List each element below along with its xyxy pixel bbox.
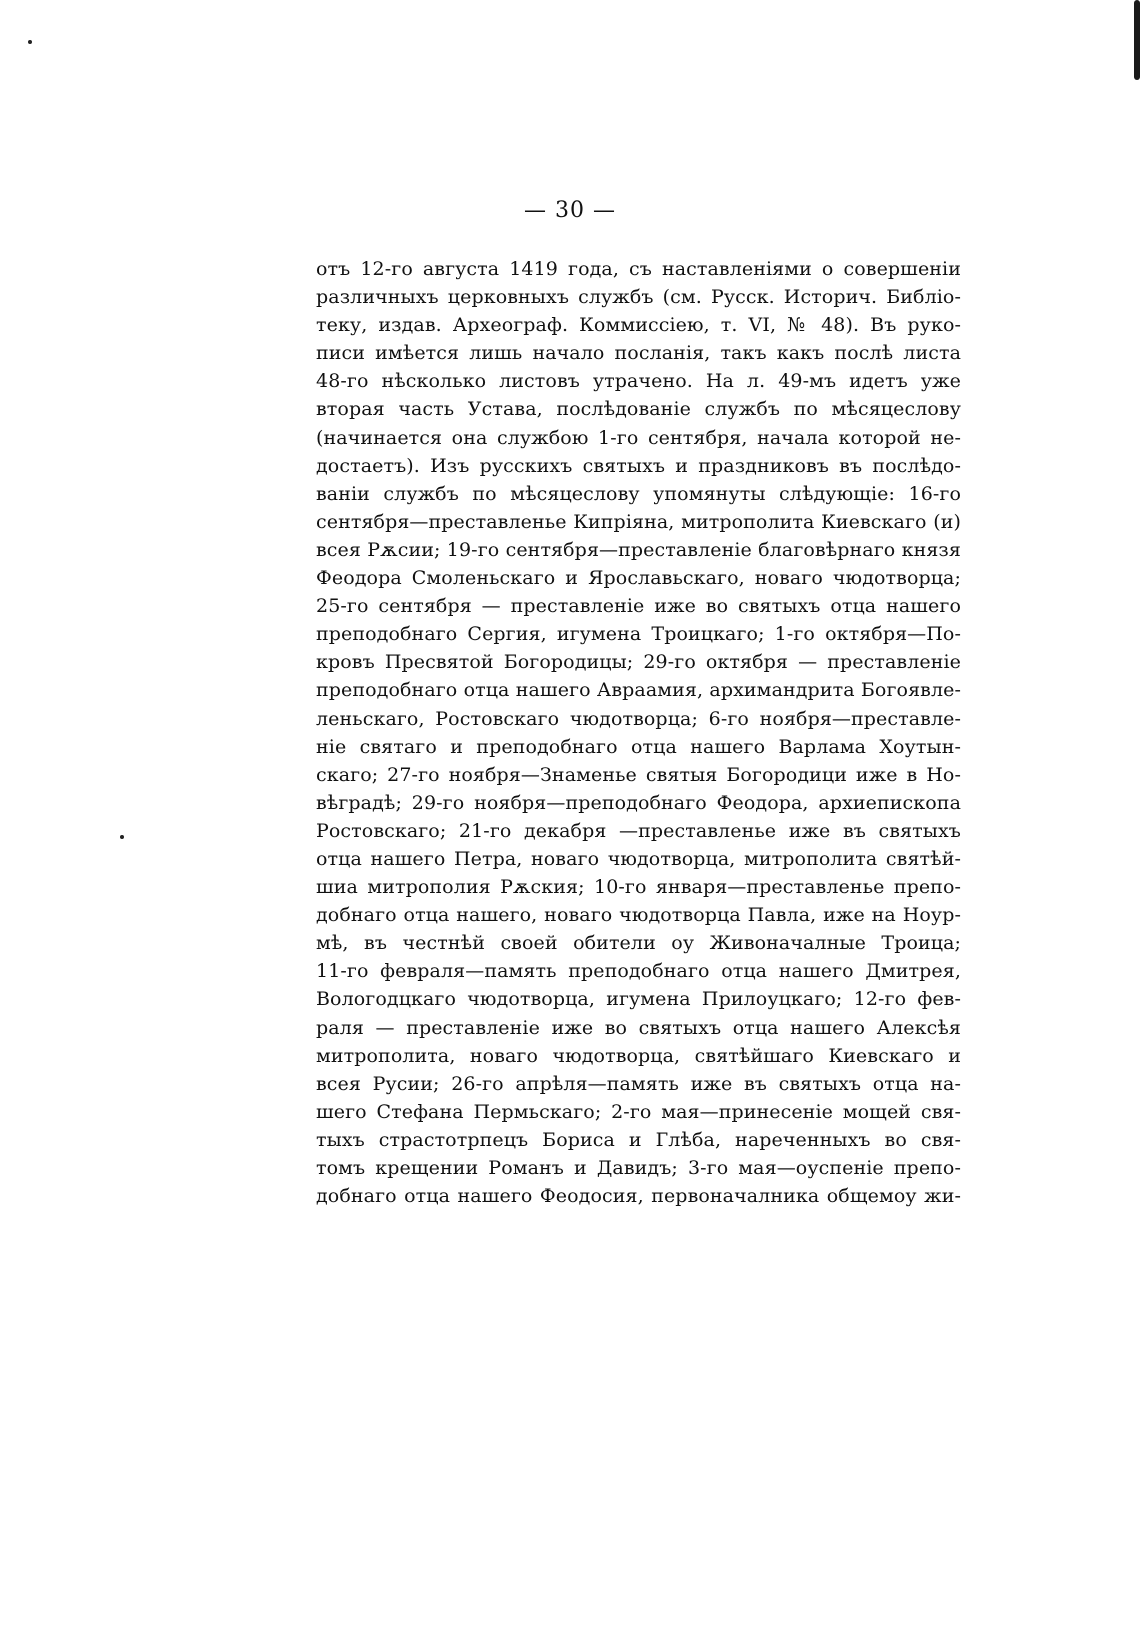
text-line: теку, издав. Археограф. Коммиссіею, т. VI, № 48). Въ руко- bbox=[316, 314, 961, 337]
text-line: писи имѣется лишь начало посланія, такъ какъ послѣ листа bbox=[316, 342, 961, 365]
page-edge-mark bbox=[1134, 0, 1140, 80]
text-line: ніе святаго и преподобнаго отца нашего Варлама Хоутын- bbox=[316, 735, 961, 758]
text-line: (начинается она службою 1-го сентября, начала которой не- bbox=[316, 426, 961, 449]
text-line: скаго; 27-го ноября—Знаменье святыя Богородици иже в Но- bbox=[316, 763, 961, 786]
text-line: различныхъ церковныхъ службъ (см. Русск. Историч. Библіо- bbox=[316, 286, 961, 309]
text-line: Вологодцкаго чюдотворца, игумена Прилоуцкаго; 12-го фев- bbox=[316, 988, 961, 1011]
text-line: 25-го сентября — преставленіе иже во святыхъ отца нашего bbox=[316, 595, 961, 618]
text-line: вторая часть Устава, послѣдованіе службъ по мѣсяцеслову bbox=[316, 398, 961, 421]
text-line: всея Рѫсии; 19-го сентября—преставленіе благовѣрнаго князя bbox=[316, 538, 961, 561]
text-line: добнаго отца нашего, новаго чюдотворца Павла, иже на Ноур- bbox=[316, 904, 961, 927]
text-line: достаетъ). Изъ русскихъ святыхъ и праздниковъ въ послѣдо- bbox=[316, 454, 961, 477]
text-line: отъ 12-го августа 1419 года, съ наставленіями о совершеніи bbox=[316, 258, 961, 280]
text-line: тыхъ страстотрпецъ Бориса и Глѣба, нареченныхъ во свя- bbox=[316, 1128, 961, 1151]
text-line: томъ крещении Романъ и Давидъ; 3-го мая—оуспеніе препо- bbox=[316, 1157, 961, 1179]
text-line: мѣ, въ честнѣй своей обители оу Живоначалные Троица; bbox=[316, 932, 961, 955]
text-line: 11-го февраля—память преподобнаго отца нашего Дмитрея, bbox=[316, 960, 961, 983]
text-line: преподобнаго Сергия, игумена Троицкаго; 1-го октября—По- bbox=[316, 623, 961, 646]
text-line: отца нашего Петра, новаго чюдотворца, митрополита святѣй- bbox=[316, 847, 961, 870]
text-line: кровъ Пресвятой Богородицы; 29-го октября — преставленіе bbox=[316, 651, 961, 674]
text-line: Феодора Смоленьскаго и Ярославьскаго, новаго чюдотворца; bbox=[316, 567, 961, 590]
body-text bbox=[316, 255, 961, 1210]
page-number: — 30 — bbox=[524, 198, 616, 223]
text-line: леньскаго, Ростовскаго чюдотворца; 6-го ноября—преставле- bbox=[316, 707, 961, 730]
text-line: всея Русии; 26-го апрѣля—память иже въ святыхъ отца на- bbox=[316, 1072, 961, 1095]
text-line: добнаго отца нашего Феодосия, первоначалника общемоу жи- bbox=[316, 1185, 961, 1208]
text-line: шего Стефана Пермьскаго; 2-го мая—принесеніе мощей свя- bbox=[316, 1100, 961, 1123]
text-line: 48-го нѣсколько листовъ утрачено. На л. 49-мъ идетъ уже bbox=[316, 370, 961, 393]
text-line: Ростовскаго; 21-го декабря —преставленье иже въ святыхъ bbox=[316, 819, 961, 842]
scan-speck bbox=[120, 835, 124, 839]
scan-speck bbox=[28, 40, 32, 44]
text-line: ваніи службъ по мѣсяцеслову упомянуты слѣдующіе: 16-го bbox=[316, 482, 961, 505]
text-line: раля — преставленіе иже во святыхъ отца нашего Алексѣя bbox=[316, 1016, 961, 1039]
text-line: вѣградѣ; 29-го ноября—преподобнаго Феодора, архиепископа bbox=[316, 791, 961, 814]
text-line: митрополита, новаго чюдотворца, святѣйшаго Киевскаго и bbox=[316, 1044, 961, 1067]
text-line: преподобнаго отца нашего Авраамия, архимандрита Богоявле- bbox=[316, 679, 961, 702]
text-line: шиа митрополия Рѫския; 10-го января—преставленье препо- bbox=[316, 876, 961, 899]
text-line: сентября—преставленье Кипріяна, митрополита Киевскаго (и) bbox=[316, 510, 961, 533]
